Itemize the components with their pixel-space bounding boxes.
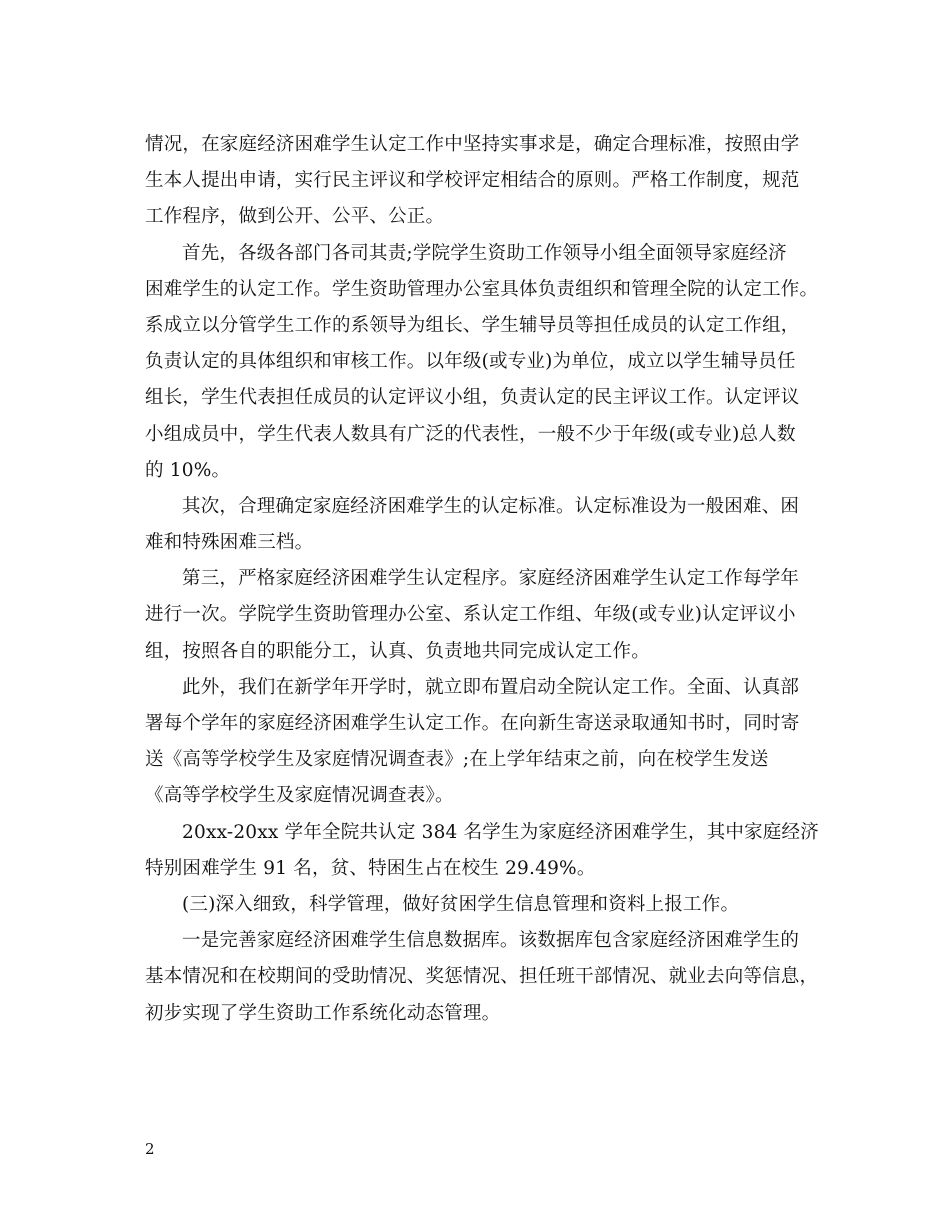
text-line: 基本情况和在校期间的受助情况、奖惩情况、担任班干部情况、就业去向等信息， [145,966,819,988]
text-line: 初步实现了学生资助工作系统化动态管理。 [145,1002,501,1024]
text-line: 困难学生的认定工作。学生资助管理办公室具体负责组织和管理全院的认定工作。 [145,278,819,300]
text-line: 进行一次。学院学生资助管理办公室、系认定工作组、年级(或专业)认定评议小 [145,604,796,626]
text-line: 一是完善家庭经济困难学生信息数据库。该数据库包含家庭经济困难学生的 [182,930,800,952]
text-line: 组长，学生代表担任成员的认定评议小组，负责认定的民主评议工作。认定评议 [145,387,800,409]
text-line: 《高等学校学生及家庭情况调查表》。 [145,785,454,807]
text-line: 其次，合理确定家庭经济困难学生的认定标准。认定标准设为一般困难、困 [182,495,800,517]
text-line: 第三，严格家庭经济困难学生认定程序。家庭经济困难学生认定工作每学年 [182,568,800,590]
text-line: 首先，各级各部门各司其责;学院学生资助工作领导小组全面领导家庭经济 [182,242,787,264]
text-line: 负责认定的具体组织和审核工作。以年级(或专业)为单位，成立以学生辅导员任 [145,351,796,373]
text-line: 组，按照各自的职能分工，认真、负责地共同完成认定工作。 [145,640,650,662]
text-line: 此外，我们在新学年开学时，就立即布置启动全院认定工作。全面、认真部 [182,676,800,698]
text-line: 系成立以分管学生工作的系领导为组长、学生辅导员等担任成员的认定工作组， [145,314,800,336]
text-line: 送《高等学校学生及家庭情况调查表》;在上学年结束之前，向在校学生发送 [145,749,769,771]
text-line: 的 10%。 [145,459,231,481]
text-line: 署每个学年的家庭经济困难学生认定工作。在向新生寄送录取通知书时，同时寄 [145,713,800,734]
text-line: 小组成员中，学生代表人数具有广泛的代表性，一般不少于年级(或专业)总人数 [145,423,796,445]
page-number: 2 [145,1140,155,1158]
text-line: 工作程序，做到公开、公平、公正。 [145,206,445,228]
body-text [145,127,825,1032]
text-line: (三)深入细致，科学管理，做好贫困学生信息管理和资料上报工作。 [182,893,740,915]
text-line: 20xx-20xx 学年全院共认定 384 名学生为家庭经济困难学生，其中家庭经济 [182,821,819,843]
text-line: 难和特殊困难三档。 [145,532,314,554]
text-line: 特别困难学生 91 名，贫、特困生占在校生 29.49%。 [145,857,596,879]
text-line: 情况，在家庭经济困难学生认定工作中坚持实事求是，确定合理标准，按照由学 [145,134,800,155]
text-line: 生本人提出申请，实行民主评议和学校评定相结合的原则。严格工作制度，规范 [145,170,800,192]
